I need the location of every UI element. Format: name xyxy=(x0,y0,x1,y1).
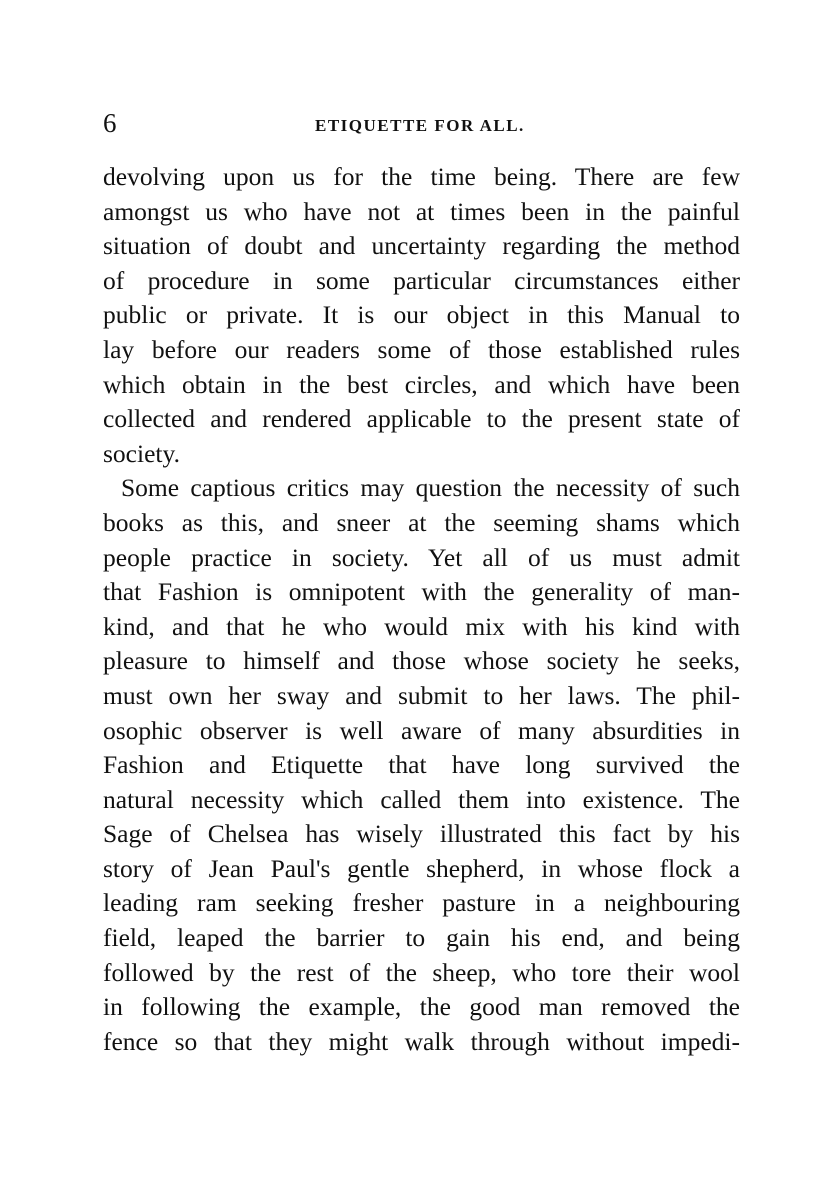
text-line: leading ram seeking fresher pasture in a neighbouring xyxy=(103,888,740,918)
text-line: must own her sway and submit to her laws. The phil- xyxy=(103,680,740,710)
text-line: which obtain in the best circles, and which have been xyxy=(103,369,740,399)
text-line: of procedure in some particular circumstances either xyxy=(103,265,740,295)
text-line: Fashion and Etiquette that have long survived the xyxy=(103,750,740,780)
text-line: natural necessity which called them into existence. The xyxy=(103,784,740,814)
running-title: ETIQUETTE FOR ALL. xyxy=(315,116,525,135)
text-line: devolving upon us for the time being. There are few xyxy=(103,162,740,191)
text-line: situation of doubt and uncertainty regarding the method xyxy=(103,231,740,261)
text-line: Sage of Chelsea has wisely illustrated this fact by his xyxy=(103,819,740,849)
text-line: Some captious critics may question the necessity of such xyxy=(121,473,740,503)
text-line: amongst us who have not at times been in the painful xyxy=(103,196,740,226)
text-line: collected and rendered applicable to the present state of xyxy=(103,404,740,434)
text-line: people practice in society. Yet all of us must admit xyxy=(103,542,740,572)
text-line: field, leaped the barrier to gain his end, and being xyxy=(103,923,740,953)
text-line: fence so that they might walk through without impedi- xyxy=(103,1026,740,1056)
text-line: public or private. It is our object in this Manual to xyxy=(103,300,740,330)
text-line: society. xyxy=(103,438,180,468)
paragraph-1 xyxy=(103,160,740,471)
text-line: pleasure to himself and those whose society he seeks, xyxy=(103,646,740,676)
paragraph-2 xyxy=(103,471,740,1059)
page-header xyxy=(103,108,740,138)
text-line: books as this, and sneer at the seeming shams which xyxy=(103,507,740,537)
text-line: osophic observer is well aware of many absurdities in xyxy=(103,715,740,745)
text-line: that Fashion is omnipotent with the generality of man- xyxy=(103,577,740,607)
page-number: 6 xyxy=(103,108,117,138)
text-line: lay before our readers some of those established rules xyxy=(103,334,740,364)
text-line: story of Jean Paul's gentle shepherd, in whose flock a xyxy=(103,853,740,883)
text-line: followed by the rest of the sheep, who tore their wool xyxy=(103,957,740,987)
text-line: kind, and that he who would mix with his kind with xyxy=(103,611,740,641)
body-text xyxy=(103,160,740,1059)
text-line: in following the example, the good man removed the xyxy=(103,992,740,1022)
